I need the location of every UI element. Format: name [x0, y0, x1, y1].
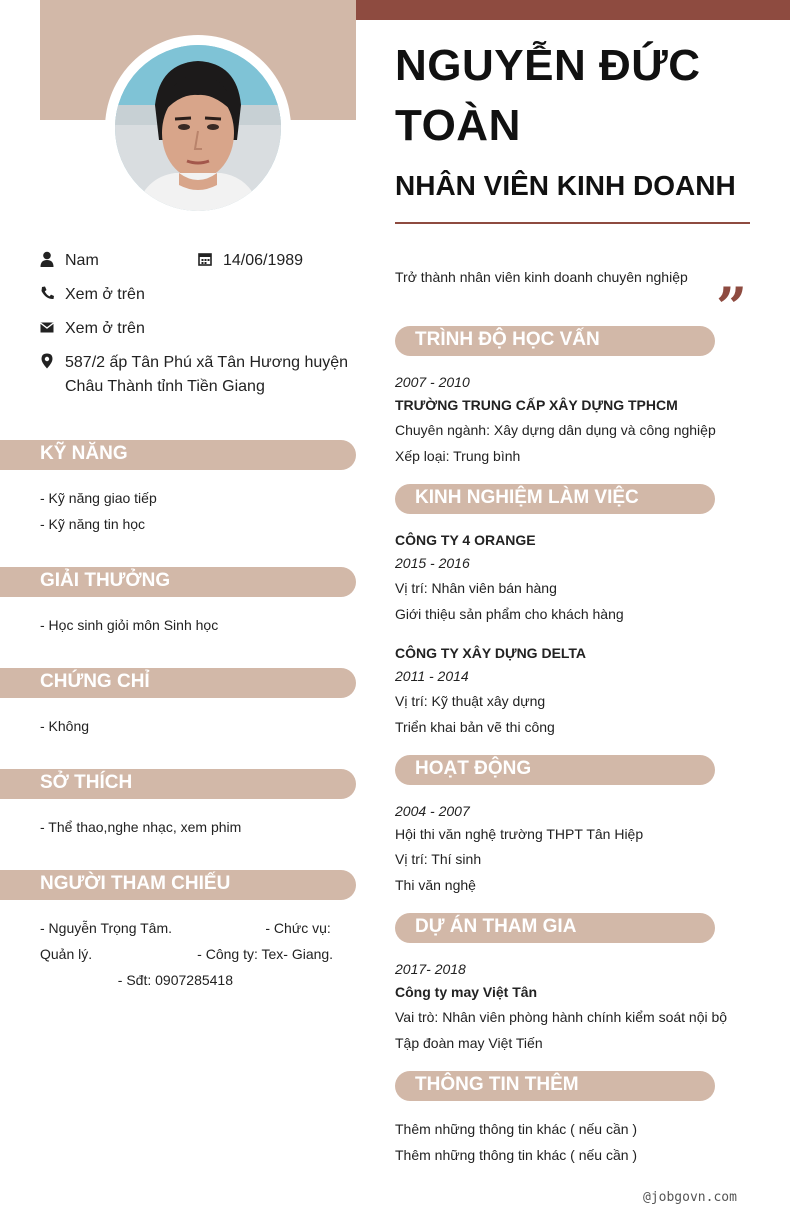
job-company: CÔNG TY XÂY DỰNG DELTA — [395, 645, 587, 661]
project-company: Công ty may Việt Tân — [395, 984, 538, 1000]
gender-value: Nam — [65, 252, 99, 269]
email-value: Xem ở trên — [65, 320, 145, 337]
projects-title: DỰ ÁN THAM GIA — [415, 916, 577, 937]
education-period: 2007 - 2010 — [395, 374, 470, 390]
project-detail: Tập đoàn may Việt Tiến — [395, 1035, 543, 1051]
education-header — [395, 326, 715, 356]
education-major: Chuyên ngành: Xây dựng dân dụng và công nghiệp — [395, 422, 716, 438]
reference-line: Quản lý. - Công ty: Tex- Giang. — [40, 946, 334, 962]
education-grade: Xếp loại: Trung bình — [395, 448, 521, 464]
mail-icon — [40, 319, 54, 335]
certificate-item: - Không — [40, 718, 90, 734]
certificates-header — [0, 668, 356, 698]
skills-title: KỸ NĂNG — [40, 443, 128, 464]
birthdate-row — [198, 249, 348, 273]
job-description: Triển khai bản vẽ thi công — [395, 719, 555, 735]
map-pin-icon — [40, 353, 54, 369]
activities-title: HOẠT ĐỘNG — [415, 758, 532, 779]
activity-period: 2004 - 2007 — [395, 803, 470, 819]
experience-header — [395, 484, 715, 514]
gender-row — [40, 249, 190, 273]
quote-icon: ” — [716, 275, 748, 339]
skills-header — [0, 440, 356, 470]
activity-position: Vị trí: Thí sinh — [395, 851, 482, 867]
experience-title: KINH NGHIỆM LÀM VIỆC — [415, 487, 639, 508]
birthdate-value: 14/06/1989 — [223, 252, 304, 269]
activity-description: Thi văn nghệ — [395, 877, 476, 893]
watermark: @jobgovn.com — [643, 1190, 737, 1205]
avatar-portrait — [115, 45, 281, 211]
additional-item: Thêm những thông tin khác ( nếu cần ) — [395, 1147, 638, 1163]
job-period: 2015 - 2016 — [395, 555, 470, 571]
top-accent-bar — [356, 0, 790, 20]
awards-title: GIẢI THƯỞNG — [40, 570, 171, 591]
calendar-icon — [198, 251, 212, 267]
email-row — [40, 317, 340, 341]
phone-icon — [40, 285, 54, 301]
hobbies-header — [0, 769, 356, 799]
additional-title: THÔNG TIN THÊM — [415, 1074, 579, 1095]
job-position: Vị trí: Nhân viên bán hàng — [395, 580, 557, 596]
project-period: 2017- 2018 — [395, 961, 466, 977]
title-divider — [395, 222, 750, 224]
references-title: NGƯỜI THAM CHIẾU — [40, 873, 231, 894]
hobbies-title: SỞ THÍCH — [40, 772, 133, 793]
award-item: - Học sinh giỏi môn Sinh học — [40, 617, 219, 633]
education-title: TRÌNH ĐỘ HỌC VẤN — [415, 329, 600, 350]
activities-header — [395, 755, 715, 785]
job-company: CÔNG TY 4 ORANGE — [395, 532, 536, 548]
additional-header — [395, 1071, 715, 1101]
address-row — [40, 351, 350, 401]
skill-item: - Kỹ năng giao tiếp — [40, 490, 157, 506]
reference-line: - Sđt: 0907285418 — [40, 972, 233, 988]
skill-item: - Kỹ năng tin học — [40, 516, 146, 532]
job-description: Giới thiệu sản phẩm cho khách hàng — [395, 606, 624, 622]
references-header — [0, 870, 356, 900]
phone-value: Xem ở trên — [65, 286, 145, 303]
career-objective: Trở thành nhân viên kinh doanh chuyên nghiệp — [395, 269, 688, 285]
awards-header — [0, 567, 356, 597]
education-school: TRƯỜNG TRUNG CẤP XÂY DỰNG TPHCM — [395, 397, 678, 413]
job-title: NHÂN VIÊN KINH DOANH — [395, 170, 736, 201]
hobby-item: - Thể thao,nghe nhạc, xem phim — [40, 819, 242, 835]
additional-item: Thêm những thông tin khác ( nếu cần ) — [395, 1121, 638, 1137]
activity-organization: Hội thi văn nghệ trường THPT Tân Hiệp — [395, 826, 644, 842]
address-value: 587/2 ấp Tân Phú xã Tân Hương huyện Châu Thành tỉnh Tiền Giang — [65, 354, 349, 395]
phone-row — [40, 283, 340, 307]
candidate-name: NGUYỄN ĐỨC TOÀN — [395, 41, 701, 150]
certificates-title: CHỨNG CHỈ — [40, 671, 150, 692]
job-period: 2011 - 2014 — [395, 668, 469, 684]
job-position: Vị trí: Kỹ thuật xây dựng — [395, 693, 546, 709]
projects-header — [395, 913, 715, 943]
avatar — [115, 45, 281, 211]
reference-line: - Nguyễn Trọng Tâm. - Chức vụ: — [40, 920, 331, 936]
project-role: Vai trò: Nhân viên phòng hành chính kiểm soát nội bộ — [395, 1009, 728, 1025]
user-icon — [40, 251, 54, 267]
